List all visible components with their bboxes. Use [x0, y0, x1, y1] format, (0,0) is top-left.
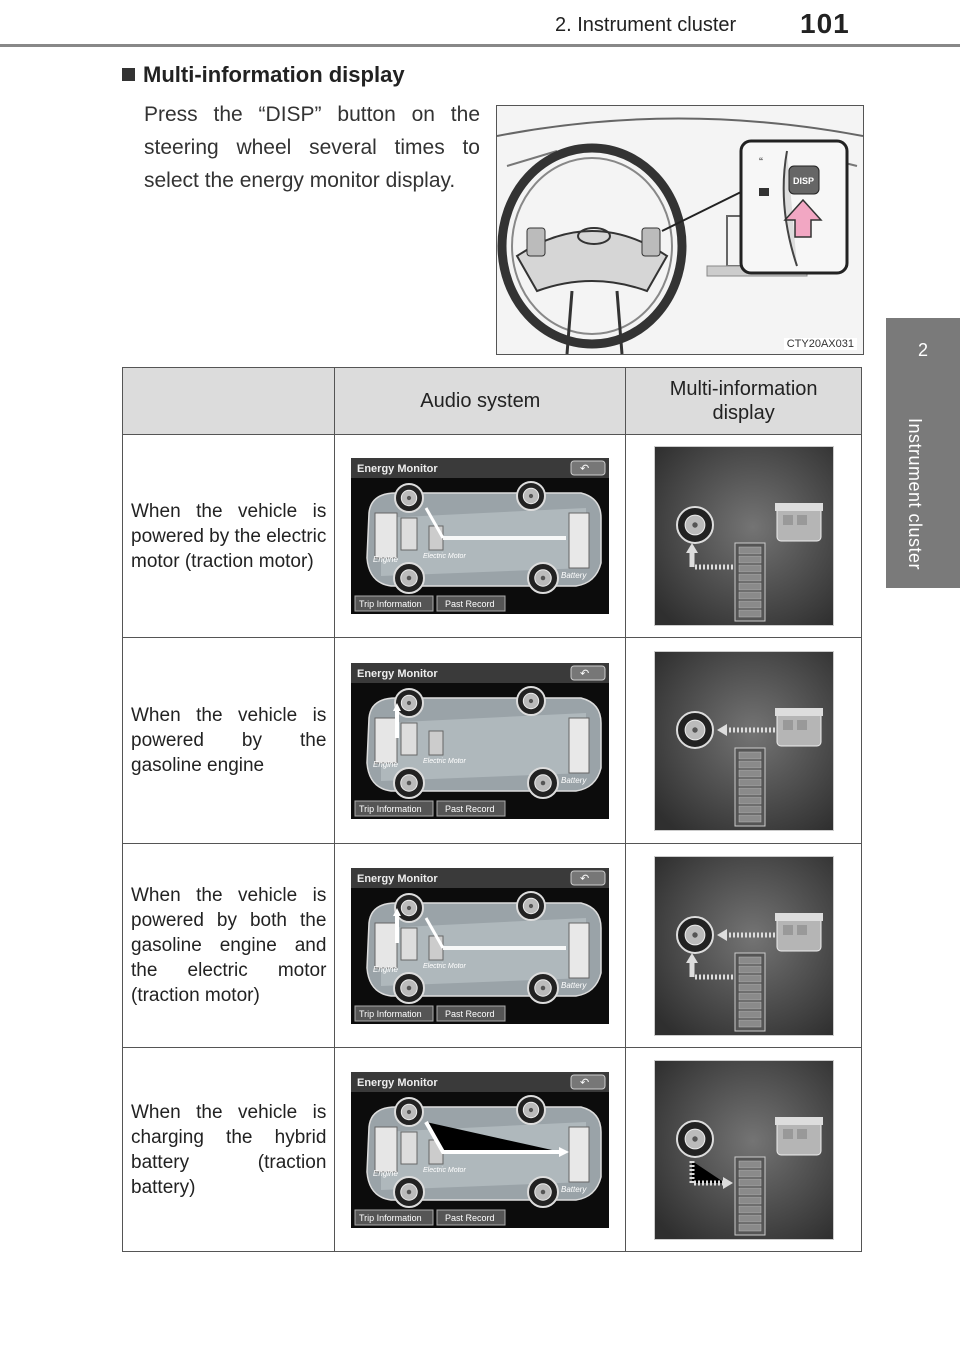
svg-text:Engine: Engine — [373, 1168, 399, 1178]
screen-title: Energy Monitor — [357, 667, 438, 680]
svg-text:Past Record: Past Record — [445, 1212, 495, 1223]
svg-text:Electric Motor: Electric Motor — [423, 1166, 467, 1174]
square-bullet-icon — [122, 68, 135, 81]
audio-screen-cell — [335, 638, 626, 844]
audio-screen-cell — [335, 1048, 626, 1252]
svg-text:↶: ↶ — [580, 667, 590, 680]
energy-monitor-screen — [351, 663, 609, 819]
svg-text:↶: ↶ — [580, 872, 590, 885]
mid-display-cell — [626, 1048, 862, 1252]
svg-text:Trip Information: Trip Information — [359, 1008, 423, 1019]
mid-display-cell — [626, 435, 862, 638]
table-header-mid — [626, 368, 862, 435]
screen-title: Energy Monitor — [357, 872, 438, 885]
mid-energy-graphic — [654, 856, 834, 1036]
audio-screen-cell — [335, 435, 626, 638]
svg-text:Electric Motor: Electric Motor — [423, 962, 467, 970]
screen-title: Energy Monitor — [357, 463, 438, 475]
svg-text:Battery: Battery — [561, 775, 587, 785]
screen-title: Energy Monitor — [357, 1076, 438, 1089]
mid-energy-graphic — [654, 1060, 834, 1240]
mid-display-cell — [626, 638, 862, 844]
steering-wheel-figure — [496, 105, 864, 355]
mid-display-cell — [626, 844, 862, 1048]
svg-text:“: “ — [759, 155, 763, 169]
table-row — [123, 844, 862, 1048]
condition-cell: When the vehicle is charging the hybrid battery (traction battery) — [123, 1048, 335, 1252]
table-row — [123, 638, 862, 844]
energy-monitor-screen — [351, 458, 609, 614]
svg-text:Past Record: Past Record — [445, 599, 495, 609]
header-rule — [0, 44, 960, 47]
condition-cell: When the vehicle is powered by the electric motor (traction motor) — [123, 435, 335, 638]
svg-text:Battery: Battery — [561, 980, 587, 990]
disp-button-label: DISP — [793, 176, 815, 186]
svg-text:Engine: Engine — [373, 555, 399, 564]
section-heading-text: Multi-information display — [143, 62, 405, 87]
svg-text:Electric Motor: Electric Motor — [423, 757, 467, 765]
mid-energy-graphic — [654, 651, 834, 831]
steering-wheel-illustration — [497, 106, 863, 354]
section-heading — [122, 62, 405, 88]
table-row — [123, 1048, 862, 1252]
svg-text:Trip Information: Trip Information — [359, 803, 423, 814]
chapter-number: 2 — [917, 340, 928, 360]
table-row — [123, 435, 862, 638]
svg-text:↶: ↶ — [580, 1076, 590, 1089]
chapter-label: Instrument cluster — [905, 418, 925, 571]
svg-text:Electric Motor: Electric Motor — [423, 553, 467, 560]
svg-text:Engine: Engine — [373, 759, 399, 769]
energy-monitor-screen — [351, 868, 609, 1024]
audio-screen-cell — [335, 844, 626, 1048]
condition-cell: When the vehicle is powered by both the gasoline engine and the electric motor (traction motor) — [123, 844, 335, 1048]
condition-cell: When the vehicle is powered by the gasoline engine — [123, 638, 335, 844]
svg-text:Battery: Battery — [561, 571, 587, 580]
instruction-paragraph: Press the “DISP” button on the steering wheel several times to select the energy monitor display. — [144, 103, 480, 192]
page-number: 101 — [800, 8, 850, 39]
svg-text:Trip Information: Trip Information — [359, 599, 423, 609]
chapter-tab — [886, 318, 960, 588]
table-header-empty — [123, 368, 335, 435]
svg-text:Trip Information: Trip Information — [359, 1212, 423, 1223]
svg-text:Engine: Engine — [373, 964, 399, 974]
running-header-title: 2. Instrument cluster — [555, 14, 737, 36]
energy-monitor-screen — [351, 1072, 609, 1228]
energy-monitor-table — [122, 367, 862, 1252]
svg-text:Past Record: Past Record — [445, 1008, 495, 1019]
table-header-mid-text: Multi-information display — [669, 378, 818, 424]
svg-text:Battery: Battery — [561, 1184, 587, 1194]
svg-text:Past Record: Past Record — [445, 803, 495, 814]
table-header-audio: Audio system — [335, 368, 626, 435]
svg-text:↶: ↶ — [580, 463, 590, 475]
table-header-row — [123, 368, 862, 435]
mid-energy-graphic — [654, 446, 834, 626]
figure-code: CTY20AX031 — [784, 338, 857, 350]
